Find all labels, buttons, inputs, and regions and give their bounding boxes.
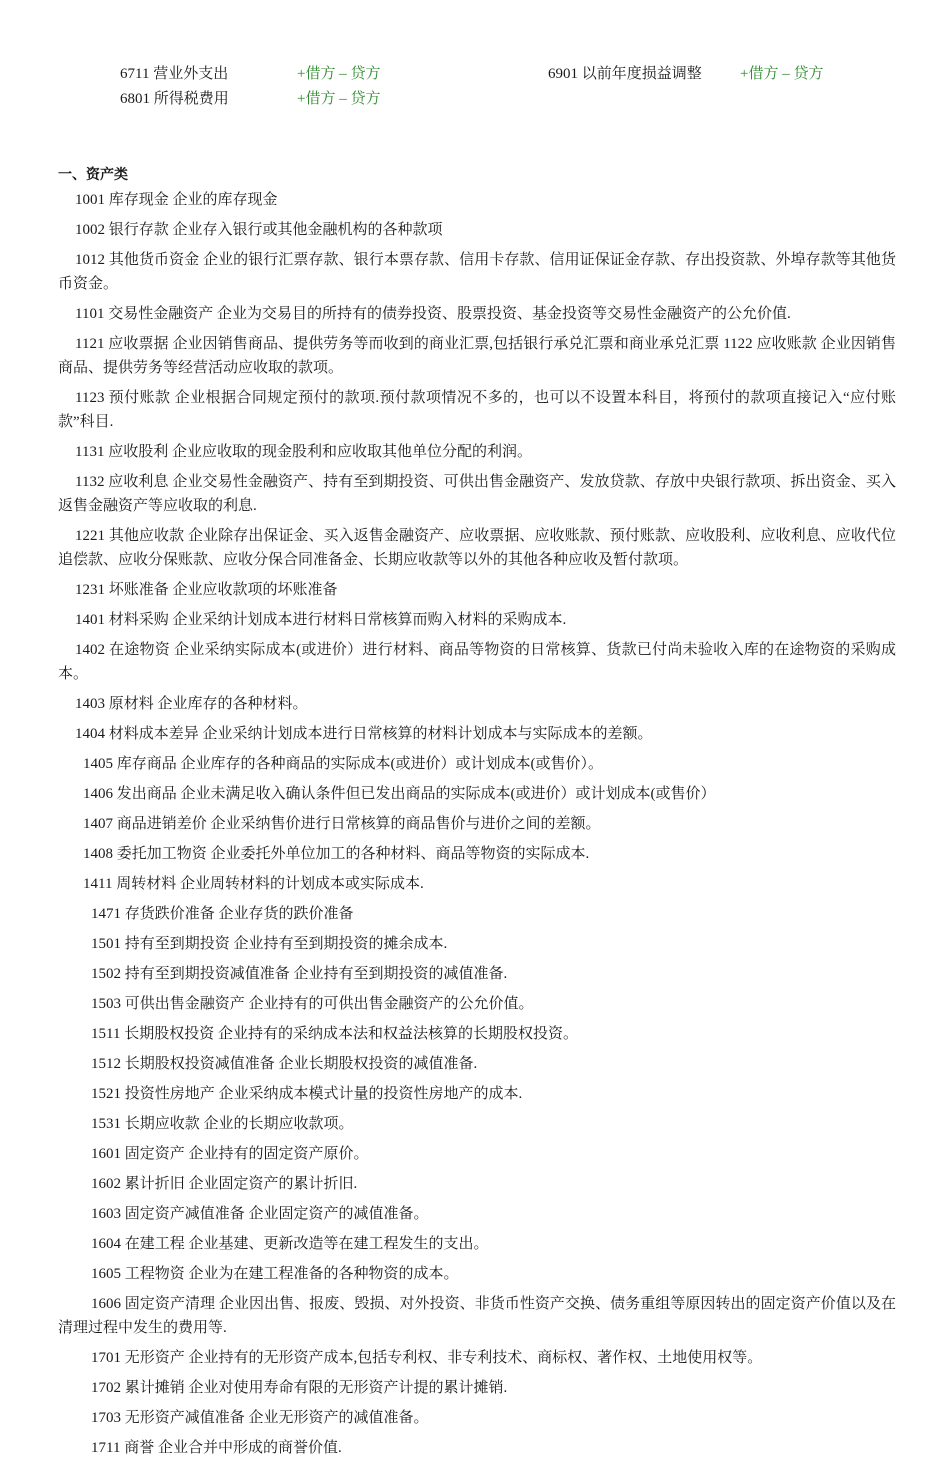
account-entry: 1403 原材料 企业库存的各种材料。 — [75, 696, 308, 712]
account-entry: 1408 委托加工物资 企业委托外单位加工的各种材料、商品等物资的实际成本. — [83, 846, 590, 862]
account-entry: 1411 周转材料 企业周转材料的计划成本或实际成本. — [83, 876, 424, 892]
account-label: 6801 所得税费用 — [120, 91, 229, 107]
account-6801-row — [120, 87, 229, 108]
account-entry: 1012 其他货币资金 企业的银行汇票存款、银行本票存款、信用卡存款、信用证保证金存款、存出投资款、外埠存款等其他货币资金。 — [58, 252, 896, 292]
account-entry: 1521 投资性房地产 企业采纳成本模式计量的投资性房地产的成本. — [91, 1086, 523, 1102]
account-6901-dc — [740, 62, 823, 83]
account-entry: 1503 可供出售金融资产 企业持有的可供出售金融资产的公允价值。 — [91, 996, 534, 1012]
account-entry: 1405 库存商品 企业库存的各种商品的实际成本(或进价）或计划成本(或售价）。 — [83, 756, 603, 772]
account-entry: 1606 固定资产清理 企业因出售、报废、毁损、对外投资、非货币性资产交换、债务重组等原因转出的固定资产价值以及在清理过程中发生的费用等. — [58, 1296, 896, 1336]
account-entry: 1605 工程物资 企业为在建工程准备的各种物资的成本。 — [91, 1266, 459, 1282]
account-entry: 1701 无形资产 企业持有的无形资产成本,包括专利权、非专利技术、商标权、著作权、土地使用权等。 — [91, 1350, 763, 1366]
account-entry: 1512 长期股权投资减值准备 企业长期股权投资的减值准备. — [91, 1056, 478, 1072]
account-entry-list — [58, 188, 896, 1466]
account-entry: 1406 发出商品 企业未满足收入确认条件但已发出商品的实际成本(或进价）或计划成本(或售价） — [83, 786, 716, 802]
account-entry: 1702 累计摊销 企业对使用寿命有限的无形资产计提的累计摊销. — [91, 1380, 508, 1396]
account-entry: 1407 商品进销差价 企业采纳售价进行日常核算的商品售价与进价之间的差额。 — [83, 816, 601, 832]
account-entry: 1132 应收利息 企业交易性金融资产、持有至到期投资、可供出售金融资产、发放贷款、存放中央银行款项、拆出资金、买入返售金融资产等应收取的利息. — [58, 474, 896, 514]
account-entry: 1601 固定资产 企业持有的固定资产原价。 — [91, 1146, 369, 1162]
debit-credit-note: +借方 – 贷方 — [297, 66, 381, 82]
account-6711-row — [120, 62, 228, 83]
account-6801-dc — [297, 87, 380, 108]
account-entry: 1602 累计折旧 企业固定资产的累计折旧. — [91, 1176, 358, 1192]
account-entry: 1511 长期股权投资 企业持有的采纳成本法和权益法核算的长期股权投资。 — [91, 1026, 578, 1042]
section-title: 一、资产类 — [58, 167, 128, 183]
account-label: 6901 以前年度损益调整 — [548, 66, 702, 82]
account-6711-dc — [297, 62, 380, 83]
account-entry: 1404 材料成本差异 企业采纳计划成本进行日常核算的材料计划成本与实际成本的差额。 — [75, 726, 653, 742]
account-entry: 1711 商誉 企业合并中形成的商誉价值. — [91, 1440, 342, 1456]
debit-credit-note: +借方 – 贷方 — [740, 66, 824, 82]
account-entry: 1401 材料采购 企业采纳计划成本进行材料日常核算而购入材料的采购成本. — [75, 612, 567, 628]
account-entry: 1603 固定资产减值准备 企业固定资产的减值准备。 — [91, 1206, 429, 1222]
account-entry: 1131 应收股利 企业应收取的现金股利和应收取其他单位分配的利润。 — [75, 444, 532, 460]
account-entry: 1471 存货跌价准备 企业存货的跌价准备 — [91, 906, 354, 922]
account-entry: 1121 应收票据 企业因销售商品、提供劳务等而收到的商业汇票,包括银行承兑汇票和商业承兑汇票 1122 应收账款 企业因销售商品、提供劳务等经营活动应收取的款项。 — [58, 336, 896, 376]
account-entry: 1001 库存现金 企业的库存现金 — [75, 192, 278, 208]
account-entry: 1101 交易性金融资产 企业为交易目的所持有的债券投资、股票投资、基金投资等交易性金融资产的公允价值. — [75, 306, 791, 322]
account-entry: 1221 其他应收款 企业除存出保证金、买入返售金融资产、应收票据、应收账款、预付账款、应收股利、应收利息、应收代位追偿款、应收分保账款、应收分保合同准备金、长期应收款等以外的其他各种应收及暂付款项。 — [58, 528, 896, 568]
account-6901-row — [548, 62, 702, 83]
account-entry: 1703 无形资产减值准备 企业无形资产的减值准备。 — [91, 1410, 429, 1426]
account-entry: 1501 持有至到期投资 企业持有至到期投资的摊余成本. — [91, 936, 448, 952]
account-entry: 1002 银行存款 企业存入银行或其他金融机构的各种款项 — [75, 222, 443, 238]
account-entry: 1402 在途物资 企业采纳实际成本(或进价）进行材料、商品等物资的日常核算、货款已付尚未验收入库的在途物资的采购成本。 — [58, 642, 896, 682]
account-entry: 1604 在建工程 企业基建、更新改造等在建工程发生的支出。 — [91, 1236, 489, 1252]
account-entry: 1531 长期应收款 企业的长期应收款项。 — [91, 1116, 354, 1132]
debit-credit-note: +借方 – 贷方 — [297, 91, 381, 107]
account-entry: 1502 持有至到期投资减值准备 企业持有至到期投资的减值准备. — [91, 966, 508, 982]
account-entry: 1231 坏账准备 企业应收款项的坏账准备 — [75, 582, 338, 598]
account-label: 6711 营业外支出 — [120, 66, 229, 82]
account-entry: 1123 预付账款 企业根据合同规定预付的款项.预付款项情况不多的，也可以不设置本科目，将预付的款项直接记入“应付账款”科目. — [58, 390, 896, 430]
